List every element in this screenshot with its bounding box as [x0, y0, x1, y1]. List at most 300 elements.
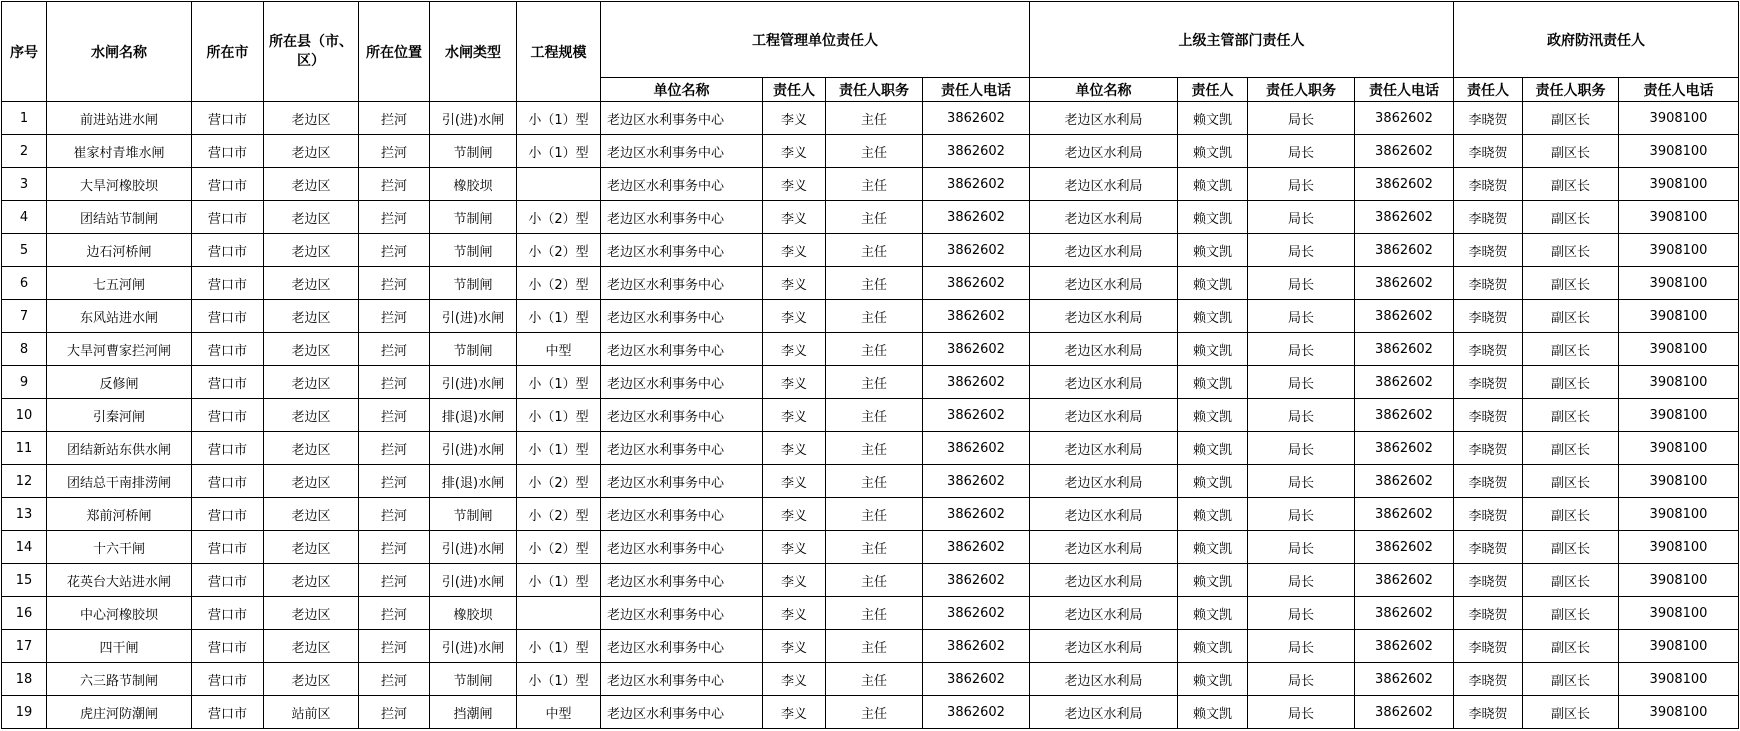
mgmt-duty-cell: 主任 — [826, 267, 923, 300]
city-cell: 营口市 — [192, 597, 264, 630]
gov-person-cell: 李晓贺 — [1454, 333, 1523, 366]
location-cell: 拦河 — [359, 333, 430, 366]
mgmt-phone-cell: 3862602 — [923, 135, 1030, 168]
city-cell: 营口市 — [192, 168, 264, 201]
county-cell: 老边区 — [264, 201, 359, 234]
mgmt-person-cell: 李义 — [763, 234, 826, 267]
county-cell: 老边区 — [264, 168, 359, 201]
mgmt-duty-cell: 主任 — [826, 102, 923, 135]
table-row — [2, 135, 1739, 168]
super-phone-cell: 3862602 — [1355, 630, 1454, 663]
city-cell: 营口市 — [192, 498, 264, 531]
city-cell: 营口市 — [192, 135, 264, 168]
super-duty-cell: 局长 — [1248, 102, 1355, 135]
super-person-cell: 赖文凯 — [1178, 201, 1248, 234]
gate-type-cell: 节制闸 — [430, 267, 517, 300]
mgmt-unit-cell: 老边区水利事务中心 — [601, 663, 763, 696]
gov-duty-cell: 副区长 — [1523, 597, 1619, 630]
seq-cell: 14 — [2, 531, 47, 564]
mgmt-phone-cell: 3862602 — [923, 267, 1030, 300]
super-duty-cell: 局长 — [1248, 366, 1355, 399]
mgmt-duty-cell: 主任 — [826, 663, 923, 696]
super-unit-cell: 老边区水利局 — [1030, 498, 1178, 531]
super-phone-cell: 3862602 — [1355, 135, 1454, 168]
mgmt-unit-cell: 老边区水利事务中心 — [601, 564, 763, 597]
mgmt-person-cell: 李义 — [763, 630, 826, 663]
seq-cell: 5 — [2, 234, 47, 267]
city-cell: 营口市 — [192, 663, 264, 696]
mgmt-duty-cell: 主任 — [826, 366, 923, 399]
super-person-cell: 赖文凯 — [1178, 168, 1248, 201]
super-person-cell: 赖文凯 — [1178, 300, 1248, 333]
city-cell: 营口市 — [192, 102, 264, 135]
header-seq: 序号 — [2, 2, 47, 102]
gate-name-cell: 十六干闸 — [47, 531, 192, 564]
gate-type-cell: 引(进)水闸 — [430, 300, 517, 333]
gov-duty-cell: 副区长 — [1523, 300, 1619, 333]
gov-duty-cell: 副区长 — [1523, 201, 1619, 234]
table-row — [2, 465, 1739, 498]
mgmt-phone-cell: 3862602 — [923, 333, 1030, 366]
mgmt-duty-cell: 主任 — [826, 630, 923, 663]
gate-name-cell: 花英台大站进水闸 — [47, 564, 192, 597]
super-duty-cell: 局长 — [1248, 135, 1355, 168]
super-person-cell: 赖文凯 — [1178, 630, 1248, 663]
super-duty-cell: 局长 — [1248, 663, 1355, 696]
header-super-unit: 单位名称 — [1030, 78, 1178, 102]
super-person-cell: 赖文凯 — [1178, 696, 1248, 729]
gov-person-cell: 李晓贺 — [1454, 630, 1523, 663]
gate-type-cell: 引(进)水闸 — [430, 564, 517, 597]
gov-person-cell: 李晓贺 — [1454, 597, 1523, 630]
gov-person-cell: 李晓贺 — [1454, 432, 1523, 465]
mgmt-phone-cell: 3862602 — [923, 630, 1030, 663]
county-cell: 老边区 — [264, 234, 359, 267]
seq-cell: 17 — [2, 630, 47, 663]
table-header — [2, 2, 1739, 102]
gate-type-cell: 排(退)水闸 — [430, 465, 517, 498]
super-person-cell: 赖文凯 — [1178, 102, 1248, 135]
gate-name-cell: 七五河闸 — [47, 267, 192, 300]
county-cell: 老边区 — [264, 597, 359, 630]
header-mgmt-person: 责任人 — [763, 78, 826, 102]
gate-name-cell: 团结站节制闸 — [47, 201, 192, 234]
mgmt-phone-cell: 3862602 — [923, 696, 1030, 729]
mgmt-unit-cell: 老边区水利事务中心 — [601, 531, 763, 564]
super-person-cell: 赖文凯 — [1178, 399, 1248, 432]
scale-cell: 小（1）型 — [517, 366, 601, 399]
gov-person-cell: 李晓贺 — [1454, 399, 1523, 432]
super-duty-cell: 局长 — [1248, 597, 1355, 630]
location-cell: 拦河 — [359, 663, 430, 696]
table-row — [2, 267, 1739, 300]
city-cell: 营口市 — [192, 564, 264, 597]
gov-duty-cell: 副区长 — [1523, 333, 1619, 366]
gov-duty-cell: 副区长 — [1523, 531, 1619, 564]
mgmt-person-cell: 李义 — [763, 300, 826, 333]
location-cell: 拦河 — [359, 465, 430, 498]
mgmt-phone-cell: 3862602 — [923, 465, 1030, 498]
super-unit-cell: 老边区水利局 — [1030, 267, 1178, 300]
mgmt-person-cell: 李义 — [763, 498, 826, 531]
gate-type-cell: 引(进)水闸 — [430, 102, 517, 135]
scale-cell: 小（2）型 — [517, 498, 601, 531]
mgmt-person-cell: 李义 — [763, 102, 826, 135]
mgmt-duty-cell: 主任 — [826, 300, 923, 333]
table-body — [2, 102, 1739, 729]
table-row — [2, 399, 1739, 432]
super-unit-cell: 老边区水利局 — [1030, 399, 1178, 432]
header-city: 所在市 — [192, 2, 264, 102]
gate-type-cell: 引(进)水闸 — [430, 432, 517, 465]
scale-cell: 小（1）型 — [517, 432, 601, 465]
header-gate-type: 水闸类型 — [430, 2, 517, 102]
seq-cell: 19 — [2, 696, 47, 729]
gate-type-cell: 橡胶坝 — [430, 168, 517, 201]
super-phone-cell: 3862602 — [1355, 531, 1454, 564]
gate-name-cell: 前进站进水闸 — [47, 102, 192, 135]
super-phone-cell: 3862602 — [1355, 597, 1454, 630]
mgmt-phone-cell: 3862602 — [923, 531, 1030, 564]
gov-phone-cell: 3908100 — [1619, 465, 1739, 498]
mgmt-person-cell: 李义 — [763, 696, 826, 729]
city-cell: 营口市 — [192, 531, 264, 564]
gate-type-cell: 节制闸 — [430, 234, 517, 267]
mgmt-person-cell: 李义 — [763, 267, 826, 300]
super-duty-cell: 局长 — [1248, 333, 1355, 366]
location-cell: 拦河 — [359, 630, 430, 663]
city-cell: 营口市 — [192, 267, 264, 300]
super-phone-cell: 3862602 — [1355, 234, 1454, 267]
super-phone-cell: 3862602 — [1355, 267, 1454, 300]
county-cell: 老边区 — [264, 366, 359, 399]
gov-phone-cell: 3908100 — [1619, 234, 1739, 267]
super-unit-cell: 老边区水利局 — [1030, 531, 1178, 564]
table-row — [2, 300, 1739, 333]
gov-phone-cell: 3908100 — [1619, 531, 1739, 564]
mgmt-unit-cell: 老边区水利事务中心 — [601, 696, 763, 729]
mgmt-unit-cell: 老边区水利事务中心 — [601, 267, 763, 300]
header-super-person: 责任人 — [1178, 78, 1248, 102]
mgmt-person-cell: 李义 — [763, 168, 826, 201]
mgmt-phone-cell: 3862602 — [923, 201, 1030, 234]
gov-person-cell: 李晓贺 — [1454, 102, 1523, 135]
seq-cell: 6 — [2, 267, 47, 300]
mgmt-unit-cell: 老边区水利事务中心 — [601, 630, 763, 663]
mgmt-unit-cell: 老边区水利事务中心 — [601, 498, 763, 531]
county-cell: 老边区 — [264, 630, 359, 663]
mgmt-duty-cell: 主任 — [826, 234, 923, 267]
header-gov-group: 政府防汛责任人 — [1454, 2, 1739, 78]
location-cell: 拦河 — [359, 135, 430, 168]
gov-duty-cell: 副区长 — [1523, 432, 1619, 465]
gov-phone-cell: 3908100 — [1619, 300, 1739, 333]
gov-duty-cell: 副区长 — [1523, 399, 1619, 432]
mgmt-person-cell: 李义 — [763, 135, 826, 168]
mgmt-unit-cell: 老边区水利事务中心 — [601, 333, 763, 366]
city-cell: 营口市 — [192, 399, 264, 432]
scale-cell: 中型 — [517, 696, 601, 729]
location-cell: 拦河 — [359, 102, 430, 135]
location-cell: 拦河 — [359, 234, 430, 267]
super-duty-cell: 局长 — [1248, 696, 1355, 729]
header-location: 所在位置 — [359, 2, 430, 102]
table-row — [2, 498, 1739, 531]
mgmt-unit-cell: 老边区水利事务中心 — [601, 465, 763, 498]
gov-phone-cell: 3908100 — [1619, 696, 1739, 729]
seq-cell: 12 — [2, 465, 47, 498]
super-duty-cell: 局长 — [1248, 234, 1355, 267]
location-cell: 拦河 — [359, 564, 430, 597]
super-phone-cell: 3862602 — [1355, 498, 1454, 531]
super-unit-cell: 老边区水利局 — [1030, 366, 1178, 399]
mgmt-phone-cell: 3862602 — [923, 597, 1030, 630]
gov-phone-cell: 3908100 — [1619, 135, 1739, 168]
seq-cell: 16 — [2, 597, 47, 630]
county-cell: 老边区 — [264, 300, 359, 333]
county-cell: 老边区 — [264, 135, 359, 168]
location-cell: 拦河 — [359, 432, 430, 465]
super-duty-cell: 局长 — [1248, 465, 1355, 498]
location-cell: 拦河 — [359, 201, 430, 234]
mgmt-duty-cell: 主任 — [826, 135, 923, 168]
scale-cell: 小（1）型 — [517, 630, 601, 663]
mgmt-person-cell: 李义 — [763, 333, 826, 366]
super-unit-cell: 老边区水利局 — [1030, 465, 1178, 498]
scale-cell — [517, 168, 601, 201]
super-phone-cell: 3862602 — [1355, 168, 1454, 201]
gate-type-cell: 橡胶坝 — [430, 597, 517, 630]
table-row — [2, 564, 1739, 597]
scale-cell: 小（2）型 — [517, 531, 601, 564]
super-unit-cell: 老边区水利局 — [1030, 201, 1178, 234]
gov-phone-cell: 3908100 — [1619, 333, 1739, 366]
table-row — [2, 333, 1739, 366]
city-cell: 营口市 — [192, 234, 264, 267]
mgmt-duty-cell: 主任 — [826, 531, 923, 564]
gov-duty-cell: 副区长 — [1523, 564, 1619, 597]
super-phone-cell: 3862602 — [1355, 399, 1454, 432]
sluice-responsibility-table — [1, 1, 1739, 729]
gate-type-cell: 节制闸 — [430, 201, 517, 234]
seq-cell: 7 — [2, 300, 47, 333]
mgmt-duty-cell: 主任 — [826, 465, 923, 498]
seq-cell: 13 — [2, 498, 47, 531]
mgmt-person-cell: 李义 — [763, 366, 826, 399]
gov-person-cell: 李晓贺 — [1454, 267, 1523, 300]
location-cell: 拦河 — [359, 300, 430, 333]
seq-cell: 18 — [2, 663, 47, 696]
seq-cell: 11 — [2, 432, 47, 465]
gov-phone-cell: 3908100 — [1619, 201, 1739, 234]
scale-cell: 小（1）型 — [517, 135, 601, 168]
mgmt-duty-cell: 主任 — [826, 432, 923, 465]
location-cell: 拦河 — [359, 267, 430, 300]
mgmt-phone-cell: 3862602 — [923, 498, 1030, 531]
table-row — [2, 234, 1739, 267]
super-unit-cell: 老边区水利局 — [1030, 135, 1178, 168]
super-duty-cell: 局长 — [1248, 201, 1355, 234]
mgmt-unit-cell: 老边区水利事务中心 — [601, 300, 763, 333]
super-person-cell: 赖文凯 — [1178, 432, 1248, 465]
header-mgmt-phone: 责任人电话 — [923, 78, 1030, 102]
mgmt-duty-cell: 主任 — [826, 201, 923, 234]
super-duty-cell: 局长 — [1248, 564, 1355, 597]
gate-name-cell: 反修闸 — [47, 366, 192, 399]
seq-cell: 9 — [2, 366, 47, 399]
county-cell: 老边区 — [264, 333, 359, 366]
gov-phone-cell: 3908100 — [1619, 663, 1739, 696]
gov-duty-cell: 副区长 — [1523, 168, 1619, 201]
header-county: 所在县（市、区） — [264, 2, 359, 102]
super-duty-cell: 局长 — [1248, 168, 1355, 201]
county-cell: 老边区 — [264, 498, 359, 531]
mgmt-duty-cell: 主任 — [826, 399, 923, 432]
mgmt-unit-cell: 老边区水利事务中心 — [601, 366, 763, 399]
super-unit-cell: 老边区水利局 — [1030, 696, 1178, 729]
mgmt-unit-cell: 老边区水利事务中心 — [601, 201, 763, 234]
gov-phone-cell: 3908100 — [1619, 168, 1739, 201]
gov-person-cell: 李晓贺 — [1454, 300, 1523, 333]
location-cell: 拦河 — [359, 366, 430, 399]
scale-cell: 中型 — [517, 333, 601, 366]
super-phone-cell: 3862602 — [1355, 201, 1454, 234]
super-person-cell: 赖文凯 — [1178, 564, 1248, 597]
gov-phone-cell: 3908100 — [1619, 102, 1739, 135]
gov-person-cell: 李晓贺 — [1454, 498, 1523, 531]
table-row — [2, 366, 1739, 399]
county-cell: 老边区 — [264, 267, 359, 300]
super-person-cell: 赖文凯 — [1178, 135, 1248, 168]
mgmt-duty-cell: 主任 — [826, 498, 923, 531]
location-cell: 拦河 — [359, 531, 430, 564]
county-cell: 老边区 — [264, 432, 359, 465]
super-duty-cell: 局长 — [1248, 498, 1355, 531]
location-cell: 拦河 — [359, 696, 430, 729]
location-cell: 拦河 — [359, 168, 430, 201]
city-cell: 营口市 — [192, 333, 264, 366]
gate-name-cell: 大旱河曹家拦河闸 — [47, 333, 192, 366]
gate-type-cell: 节制闸 — [430, 663, 517, 696]
gov-duty-cell: 副区长 — [1523, 498, 1619, 531]
super-phone-cell: 3862602 — [1355, 300, 1454, 333]
header-mgmt-duty: 责任人职务 — [826, 78, 923, 102]
super-phone-cell: 3862602 — [1355, 663, 1454, 696]
mgmt-phone-cell: 3862602 — [923, 366, 1030, 399]
city-cell: 营口市 — [192, 630, 264, 663]
county-cell: 老边区 — [264, 564, 359, 597]
mgmt-unit-cell: 老边区水利事务中心 — [601, 168, 763, 201]
header-gov-duty: 责任人职务 — [1523, 78, 1619, 102]
scale-cell: 小（2）型 — [517, 267, 601, 300]
mgmt-phone-cell: 3862602 — [923, 564, 1030, 597]
mgmt-phone-cell: 3862602 — [923, 663, 1030, 696]
gov-person-cell: 李晓贺 — [1454, 234, 1523, 267]
gate-name-cell: 团结新站东供水闸 — [47, 432, 192, 465]
gate-name-cell: 崔家村青堆水闸 — [47, 135, 192, 168]
super-unit-cell: 老边区水利局 — [1030, 432, 1178, 465]
gate-name-cell: 团结总干南排涝闸 — [47, 465, 192, 498]
scale-cell: 小（2）型 — [517, 465, 601, 498]
super-unit-cell: 老边区水利局 — [1030, 663, 1178, 696]
scale-cell: 小（1）型 — [517, 564, 601, 597]
gate-type-cell: 排(退)水闸 — [430, 399, 517, 432]
mgmt-unit-cell: 老边区水利事务中心 — [601, 135, 763, 168]
gov-person-cell: 李晓贺 — [1454, 564, 1523, 597]
gate-type-cell: 引(进)水闸 — [430, 531, 517, 564]
scale-cell: 小（1）型 — [517, 663, 601, 696]
mgmt-unit-cell: 老边区水利事务中心 — [601, 399, 763, 432]
city-cell: 营口市 — [192, 201, 264, 234]
mgmt-phone-cell: 3862602 — [923, 432, 1030, 465]
gov-phone-cell: 3908100 — [1619, 432, 1739, 465]
super-phone-cell: 3862602 — [1355, 564, 1454, 597]
gov-duty-cell: 副区长 — [1523, 267, 1619, 300]
seq-cell: 4 — [2, 201, 47, 234]
super-duty-cell: 局长 — [1248, 531, 1355, 564]
mgmt-unit-cell: 老边区水利事务中心 — [601, 432, 763, 465]
header-mgmt-unit: 单位名称 — [601, 78, 763, 102]
table-row — [2, 696, 1739, 729]
scale-cell: 小（2）型 — [517, 234, 601, 267]
header-super-phone: 责任人电话 — [1355, 78, 1454, 102]
gate-name-cell: 郑前河桥闸 — [47, 498, 192, 531]
gate-name-cell: 中心河橡胶坝 — [47, 597, 192, 630]
super-unit-cell: 老边区水利局 — [1030, 564, 1178, 597]
mgmt-duty-cell: 主任 — [826, 333, 923, 366]
gov-person-cell: 李晓贺 — [1454, 696, 1523, 729]
mgmt-person-cell: 李义 — [763, 399, 826, 432]
super-person-cell: 赖文凯 — [1178, 234, 1248, 267]
gov-duty-cell: 副区长 — [1523, 465, 1619, 498]
mgmt-phone-cell: 3862602 — [923, 234, 1030, 267]
super-person-cell: 赖文凯 — [1178, 465, 1248, 498]
mgmt-person-cell: 李义 — [763, 597, 826, 630]
mgmt-person-cell: 李义 — [763, 531, 826, 564]
mgmt-person-cell: 李义 — [763, 201, 826, 234]
gov-person-cell: 李晓贺 — [1454, 135, 1523, 168]
header-super-duty: 责任人职务 — [1248, 78, 1355, 102]
gov-phone-cell: 3908100 — [1619, 630, 1739, 663]
gov-person-cell: 李晓贺 — [1454, 168, 1523, 201]
gov-phone-cell: 3908100 — [1619, 399, 1739, 432]
gate-type-cell: 节制闸 — [430, 135, 517, 168]
county-cell: 老边区 — [264, 399, 359, 432]
mgmt-duty-cell: 主任 — [826, 564, 923, 597]
mgmt-unit-cell: 老边区水利事务中心 — [601, 234, 763, 267]
scale-cell — [517, 597, 601, 630]
city-cell: 营口市 — [192, 366, 264, 399]
seq-cell: 3 — [2, 168, 47, 201]
gate-type-cell: 节制闸 — [430, 498, 517, 531]
mgmt-unit-cell: 老边区水利事务中心 — [601, 597, 763, 630]
gov-person-cell: 李晓贺 — [1454, 366, 1523, 399]
super-phone-cell: 3862602 — [1355, 432, 1454, 465]
mgmt-person-cell: 李义 — [763, 432, 826, 465]
super-phone-cell: 3862602 — [1355, 366, 1454, 399]
gov-duty-cell: 副区长 — [1523, 234, 1619, 267]
super-person-cell: 赖文凯 — [1178, 333, 1248, 366]
scale-cell: 小（1）型 — [517, 300, 601, 333]
super-person-cell: 赖文凯 — [1178, 498, 1248, 531]
scale-cell: 小（1）型 — [517, 102, 601, 135]
county-cell: 老边区 — [264, 531, 359, 564]
gate-name-cell: 虎庄河防潮闸 — [47, 696, 192, 729]
super-unit-cell: 老边区水利局 — [1030, 102, 1178, 135]
mgmt-phone-cell: 3862602 — [923, 168, 1030, 201]
table-row — [2, 168, 1739, 201]
super-person-cell: 赖文凯 — [1178, 597, 1248, 630]
